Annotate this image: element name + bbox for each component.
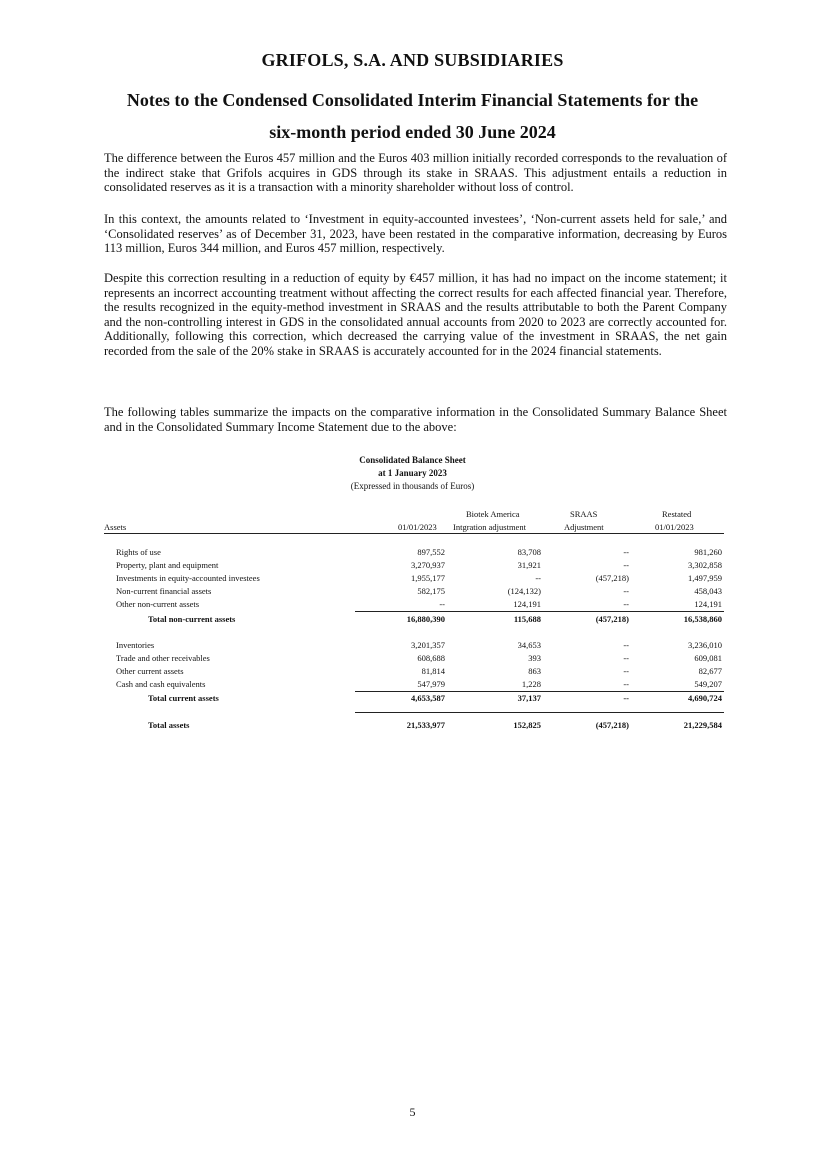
paragraph-3: Despite this correction resulting in a reduction of equity by €457 million, it has had no impact on the income statement; it represents an incorrect accounting treatment without affecting the correct results for each affected financial year. Therefore, the results recognized in the equity-method investment in SRAAS and the results attributable to both the Parent Company and the non-controlling interest in GDS in the consolidated annual accounts from 2020 to 2023 are correctly accounted for. Additionally, following this correction, which decreased the carrying value of the investment in SRAAS, the net gain recorded from the sale of the 20% stake in SRAAS is accurately accounted for in the 2024 financial statements. [104,271,727,358]
value-sraas: -- [623,547,629,557]
value-sraas: -- [623,586,629,596]
table-row [0,640,825,651]
column-header-biotek-line1: Biotek America [466,509,520,519]
value-restated: 4,690,724 [688,693,722,703]
total-rule [355,712,724,713]
document-title [60,84,765,148]
table-row [0,666,825,677]
table-row [0,599,825,610]
table-row [0,547,825,558]
value-original: 21,533,977 [406,720,445,730]
value-sraas: -- [623,693,629,703]
row-label: Investments in equity-accounted investees [116,573,260,583]
value-original: 547,979 [417,679,445,689]
table-subtitle: at 1 January 2023 [378,468,447,478]
column-header-original: 01/01/2023 [398,522,437,532]
table-title: Consolidated Balance Sheet [359,455,466,465]
value-biotek: 152,825 [513,720,541,730]
value-original: 582,175 [417,586,445,596]
page-number: 5 [409,1105,416,1119]
value-sraas: (457,218) [595,720,629,730]
value-restated: 981,260 [694,547,722,557]
row-label: Total assets [148,720,190,730]
row-label: Property, plant and equipment [116,560,219,570]
column-header-assets: Assets [104,522,127,532]
table-row [0,653,825,664]
value-restated: 458,043 [694,586,722,596]
column-header-sraas-line2: Adjustment [564,522,604,532]
value-biotek: 37,137 [517,693,541,703]
value-original: 897,552 [417,547,445,557]
value-sraas: -- [623,679,629,689]
value-restated: 82,677 [698,666,722,676]
table-row-total [0,614,825,625]
table-row [0,573,825,584]
value-sraas: (457,218) [595,573,629,583]
column-header-sraas-line1: SRAAS [570,509,598,519]
value-restated: 609,081 [694,653,722,663]
value-biotek: 115,688 [513,614,541,624]
value-biotek: 863 [528,666,541,676]
value-biotek: (124,132) [507,586,541,596]
value-biotek: 393 [528,653,541,663]
value-original: 1,955,177 [411,573,445,583]
value-biotek: -- [535,573,541,583]
value-original: 81,814 [421,666,445,676]
header-rule [104,533,724,534]
value-restated: 3,236,010 [688,640,722,650]
value-biotek: 1,228 [521,679,541,689]
table-row [0,586,825,597]
value-sraas: -- [623,653,629,663]
column-header-biotek-line2: Intgration adjustment [453,522,526,532]
value-original: 3,270,937 [411,560,445,570]
row-label: Total current assets [148,693,219,703]
value-restated: 16,538,860 [683,614,722,624]
value-sraas: (457,218) [595,614,629,624]
value-original: 4,653,587 [411,693,445,703]
value-restated: 124,191 [694,599,722,609]
row-label: Trade and other receivables [116,653,210,663]
value-original: 16,880,390 [406,614,445,624]
row-label: Inventories [116,640,155,650]
value-biotek: 31,921 [517,560,541,570]
value-original: 608,688 [417,653,445,663]
row-label: Total non-current assets [148,614,236,624]
value-original: 3,201,357 [411,640,445,650]
value-restated: 3,302,858 [688,560,722,570]
table-units: (Expressed in thousands of Euros) [350,481,475,491]
value-biotek: 34,653 [517,640,541,650]
paragraph-4: The following tables summarize the impacts on the comparative information in the Consolidated Summary Balance Sheet and in the Consolidated Summary Income Statement due to the above: [104,405,727,434]
column-header-restated-line2: 01/01/2023 [655,522,694,532]
value-biotek: 124,191 [513,599,541,609]
value-restated: 1,497,959 [688,573,722,583]
subtotal-rule [355,611,724,612]
value-biotek: 83,708 [517,547,541,557]
paragraph-2: In this context, the amounts related to ‘Investment in equity-accounted investees’, ‘Non-current assets held for sale,’ and ‘Consolidated reserves’ as of December 31, 2023, have been restated in the comparative information, decreasing by Euros 113 million, Euros 344 million, and Euros 457 million, respectively. [104,212,727,256]
row-label: Other current assets [116,666,184,676]
paragraph-1: The difference between the Euros 457 million and the Euros 403 million initially recorded corresponds to the revaluation of the indirect stake that Grifols acquires in GDS through its stake in SRAAS. This adjustment entails a reduction in consolidated reserves as it is a transaction with a minority shareholder without loss of control. [104,151,727,195]
table-row [0,560,825,571]
value-original: -- [439,599,445,609]
value-sraas: -- [623,560,629,570]
table-row [0,679,825,690]
value-restated: 21,229,584 [683,720,722,730]
title-line-2: six-month period ended 30 June 2024 [269,122,556,142]
table-row-total [0,693,825,704]
title-line-1: Notes to the Condensed Consolidated Interim Financial Statements for the [126,90,699,110]
value-sraas: -- [623,666,629,676]
column-header-restated-line1: Restated [662,509,692,519]
value-sraas: -- [623,640,629,650]
row-label: Cash and cash equivalents [116,679,206,689]
row-label: Other non-current assets [116,599,200,609]
row-label: Rights of use [116,547,161,557]
value-restated: 549,207 [694,679,722,689]
company-name: GRIFOLS, S.A. AND SUBSIDIARIES [261,50,564,70]
table-row-grand-total [0,720,825,731]
value-sraas: -- [623,599,629,609]
subtotal-rule [355,691,724,692]
row-label: Non-current financial assets [116,586,212,596]
